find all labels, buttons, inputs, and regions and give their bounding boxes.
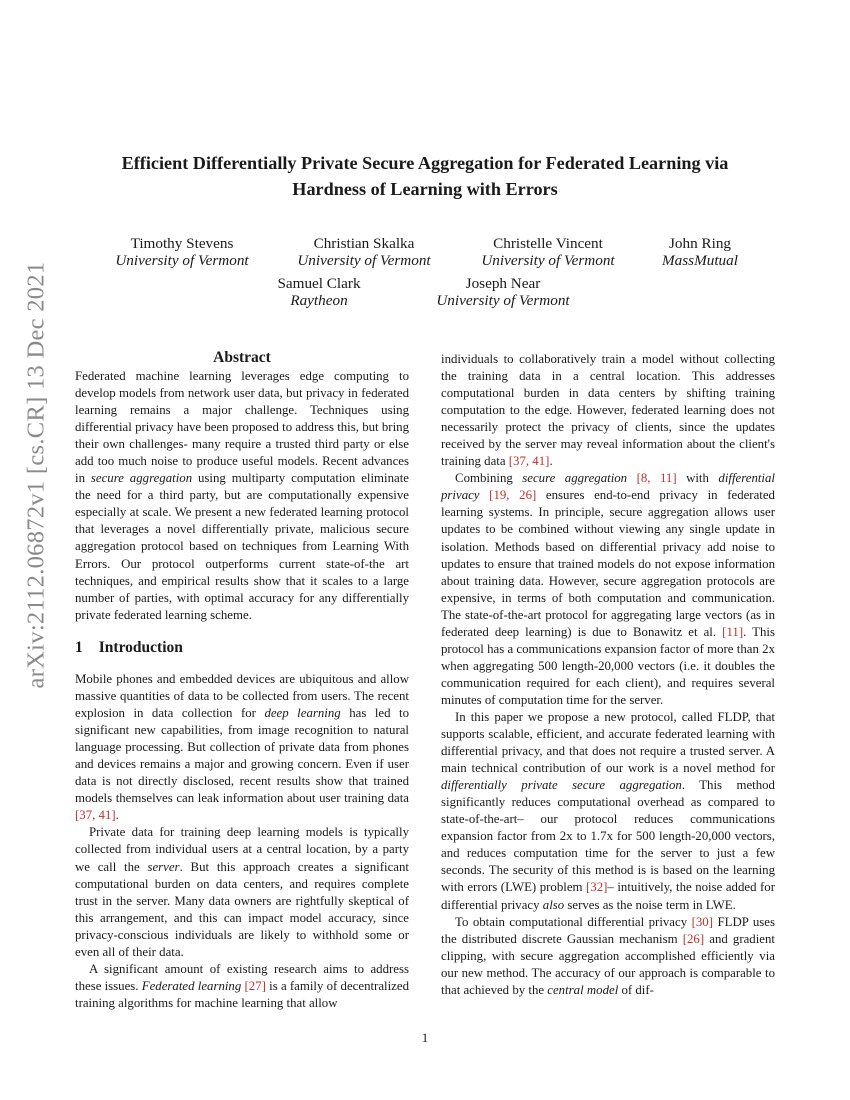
introduction-body xyxy=(75,671,409,1012)
citation-link[interactable]: [27] xyxy=(244,978,266,993)
section-number: 1 xyxy=(75,639,83,656)
author-name: Christian Skalka xyxy=(313,235,415,252)
author-block xyxy=(290,236,438,269)
author-affiliation: University of Vermont xyxy=(436,291,570,309)
citation-link[interactable]: [11] xyxy=(722,624,744,639)
citation-link[interactable]: [37, 41] xyxy=(75,808,116,823)
intro-paragraph: A significant amount of existing research aims to address these issues. Federated learning [27] is a family of decentralized training algorithms for machine learning that allow xyxy=(75,961,409,1010)
citation-link[interactable]: [30] xyxy=(691,914,714,929)
body-paragraph: individuals to collaboratively train a model without collecting the training data in a central location. This addresses computational burden in data centers by shifting training computation to the edge. However, federated learning does not necessarily protect the privacy of clients, since the updates received by the server may reveal information about the client's training data [37, 41]. xyxy=(441,352,775,469)
author-block xyxy=(650,236,750,269)
title-line-1: Efficient Differentially Private Secure Aggregation for Federated Learning via xyxy=(121,153,729,173)
paper-title xyxy=(60,150,790,202)
author-name: Timothy Stevens xyxy=(130,235,234,252)
citation-link[interactable]: [19, 26] xyxy=(489,488,537,503)
abstract-paragraph: Federated machine learning leverages edge computing to develop models from network user data, but privacy in federated learning remains a major challenge. Techniques using differential privacy have been proposed to address this, but bring their own challenges- many require a trusted third party or else add too much noise to produce useful models. Recent advances in secure aggregation using multiparty computation eliminate the need for a third party, but are computationally expensive especially at scale. We present a new federated learning protocol that leverages a novel differentially private, malicious secure aggregation protocol based on techniques from Learning With Errors. Our protocol outperforms current state-of-the art techniques, and empirical results show that it scales to a large number of parties, with optimal accuracy for any differentially private federated learning scheme. xyxy=(75,369,409,622)
author-affiliation: University of Vermont xyxy=(297,251,431,269)
right-column-body xyxy=(441,351,775,999)
author-block xyxy=(108,236,256,269)
author-affiliation: Raytheon xyxy=(290,291,348,309)
intro-paragraph: Private data for training deep learning models is typically collected from individual users at a central location, by a party we call the server. But this approach creates a significant computational burden on data centers, and requires complete trust in the server. Many data owners are rightfully skeptical of this arrangement, and this can impact model accuracy, since privacy-conscious individuals are likely to withhold some or even all of their data. xyxy=(75,825,409,959)
citation-link[interactable]: [37, 41] xyxy=(508,454,550,469)
citation-link[interactable]: [26] xyxy=(682,931,705,946)
page-number: 1 xyxy=(421,1030,429,1045)
body-paragraph: To obtain computational differential privacy [30] FLDP uses the distributed discrete Gaussian mechanism [26] and gradient clipping, with secure aggregation accomplished efficiently via our new method. The accuracy of our approach is comparable to that achieved by the central model of dif- xyxy=(441,914,775,997)
author-block xyxy=(428,276,578,309)
author-affiliation: MassMutual xyxy=(662,251,738,269)
abstract-heading: Abstract xyxy=(213,349,271,366)
author-affiliation: University of Vermont xyxy=(481,251,615,269)
emphasis: secure aggregation xyxy=(90,471,193,486)
author-block xyxy=(472,236,624,269)
citation-link[interactable]: [32] xyxy=(586,880,608,895)
section-title: Introduction xyxy=(98,639,183,656)
author-affiliation: University of Vermont xyxy=(115,251,249,269)
body-paragraph: Combining secure aggregation [8, 11] with differential privacy [19, 26] ensures end-to-end privacy in federated learning systems. In principle, secure aggregation allows user updates to be combined without viewing any single update in isolation. Methods based on differential privacy add noise to updates to ensure that trained models do not expose information about training data. However, secure aggregation protocols are expensive, in terms of both computation and communication. The state-of-the-art protocol for aggregating large vectors (as in federated deep learning) is due to Bonawitz et al. [11]. This protocol has a communications expansion factor of more than 2x when aggregating 500 length-20,000 vectors (i.e. it doubles the communication required for each client), and requires several minutes of computation time for the server. xyxy=(441,471,775,707)
section-heading-introduction xyxy=(75,639,183,657)
citation-link[interactable]: [8, 11] xyxy=(636,471,677,486)
body-paragraph: In this paper we propose a new protocol, called FLDP, that supports scalable, efficient, and accurate federated learning with differential privacy, and that does not require a trusted server. A main technical contribution of our work is a novel method for differentially private secure aggregation. This method significantly reduces computational overhead as compared to state-of-the-art– our protocol reduces communications expansion factor from 2x to 1.7x for 500 length-20,000 vectors, and reduces computation time for the server to just a few seconds. The security of this method is is based on the learning with errors (LWE) problem [32]– intuitively, the noise added for differential privacy also serves as the noise term in LWE. xyxy=(441,709,775,912)
arxiv-identifier: arXiv:2112.06872v1 [cs.CR] 13 Dec 2021 xyxy=(22,261,49,689)
author-name: Joseph Near xyxy=(465,275,541,292)
author-name: John Ring xyxy=(668,235,732,252)
title-line-2: Hardness of Learning with Errors xyxy=(292,179,558,199)
author-name: Samuel Clark xyxy=(277,275,361,292)
author-block xyxy=(262,276,376,309)
arxiv-stamp xyxy=(16,261,56,689)
author-name: Christelle Vincent xyxy=(493,235,603,252)
abstract-body xyxy=(75,368,409,624)
intro-paragraph: Mobile phones and embedded devices are ubiquitous and allow massive quantities of data to be collected from users. The recent explosion in data collection for deep learning has led to significant new capabilities, from image recognition to natural language processing. But collection of private data from phones and devices remains a major and growing concern. Even if user data is not directly disclosed, recent results show that trained models themselves can leak information about user training data [37, 41]. xyxy=(75,672,410,823)
